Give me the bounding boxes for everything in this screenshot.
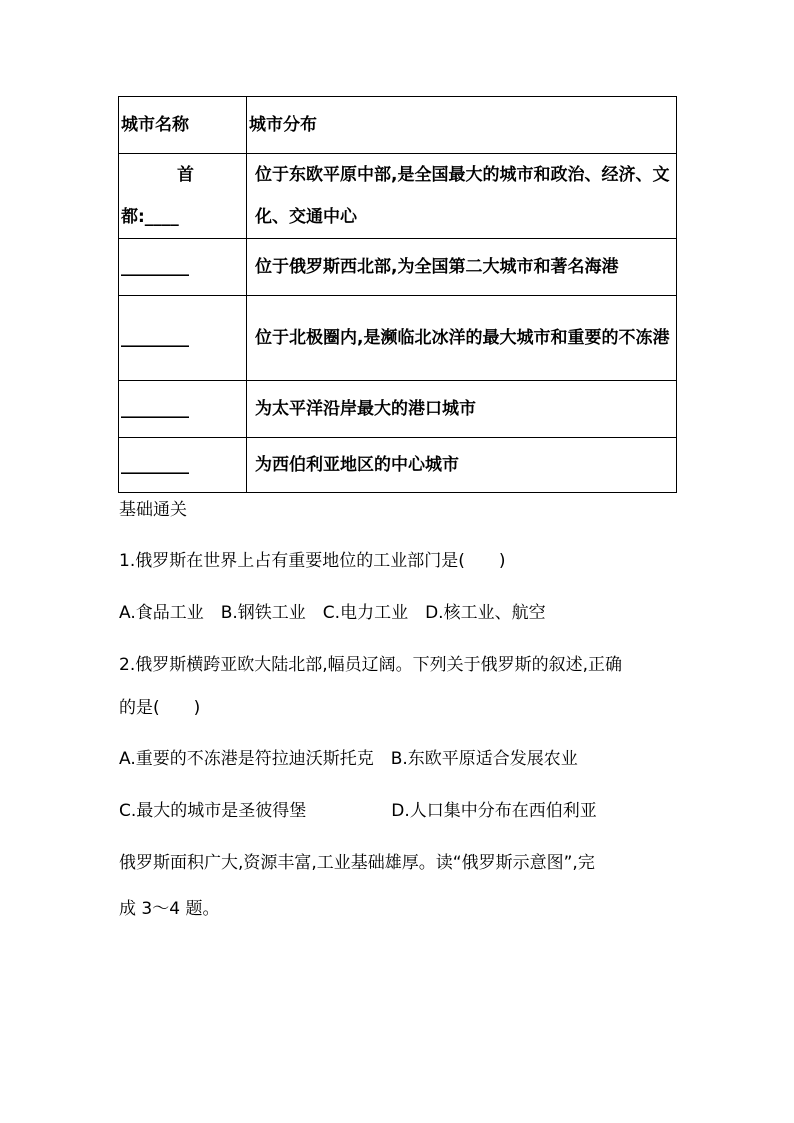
question-2-options-line2: C.最大的城市是圣彼得堡 D.人口集中分布在西伯利亚 <box>119 801 597 821</box>
question-2-options-line1: A.重要的不冻港是符拉迪沃斯托克 B.东欧平原适合发展农业 <box>119 749 578 769</box>
intro-line1: 俄罗斯面积广大,资源丰富,工业基础雄厚。读“俄罗斯示意图”,完 <box>119 853 595 873</box>
header-city-distribution: 城市分布 <box>247 97 677 154</box>
header-city-name: 城市名称 <box>119 97 247 154</box>
city-description: 位于俄罗斯西北部,为全国第二大城市和著名海港 <box>247 239 677 296</box>
table-header-row <box>119 97 677 154</box>
city-name-cell <box>119 154 247 239</box>
question-2-stem-line2: 的是( ) <box>119 698 201 718</box>
table-row <box>119 438 677 493</box>
city-description: 位于北极圈内,是濒临北冰洋的最大城市和重要的不冻港 <box>247 296 677 381</box>
table-row <box>119 296 677 381</box>
city-name-blank: ________ <box>119 381 247 438</box>
city-name-blank: ________ <box>119 239 247 296</box>
table-row <box>119 381 677 438</box>
capital-label-line2: 都:____ <box>121 207 179 227</box>
question-1-options: A.食品工业 B.钢铁工业 C.电力工业 D.核工业、航空 <box>119 603 546 623</box>
intro-line2: 成 3～4 题。 <box>119 899 220 919</box>
question-1-stem: 1.俄罗斯在世界上占有重要地位的工业部门是( ) <box>119 551 506 571</box>
city-description: 为西伯利亚地区的中心城市 <box>247 438 677 493</box>
city-table <box>118 96 677 493</box>
city-description: 为太平洋沿岸最大的港口城市 <box>247 381 677 438</box>
table-row <box>119 154 677 239</box>
question-2-stem-line1: 2.俄罗斯横跨亚欧大陆北部,幅员辽阔。下列关于俄罗斯的叙述,正确 <box>119 655 623 675</box>
table-row <box>119 239 677 296</box>
city-description: 位于东欧平原中部,是全国最大的城市和政治、经济、文化、交通中心 <box>247 154 677 239</box>
city-name-blank: ________ <box>119 296 247 381</box>
capital-label-line1: 首 <box>177 165 194 185</box>
city-name-blank: ________ <box>119 438 247 493</box>
section-title: 基础通关 <box>119 500 187 520</box>
